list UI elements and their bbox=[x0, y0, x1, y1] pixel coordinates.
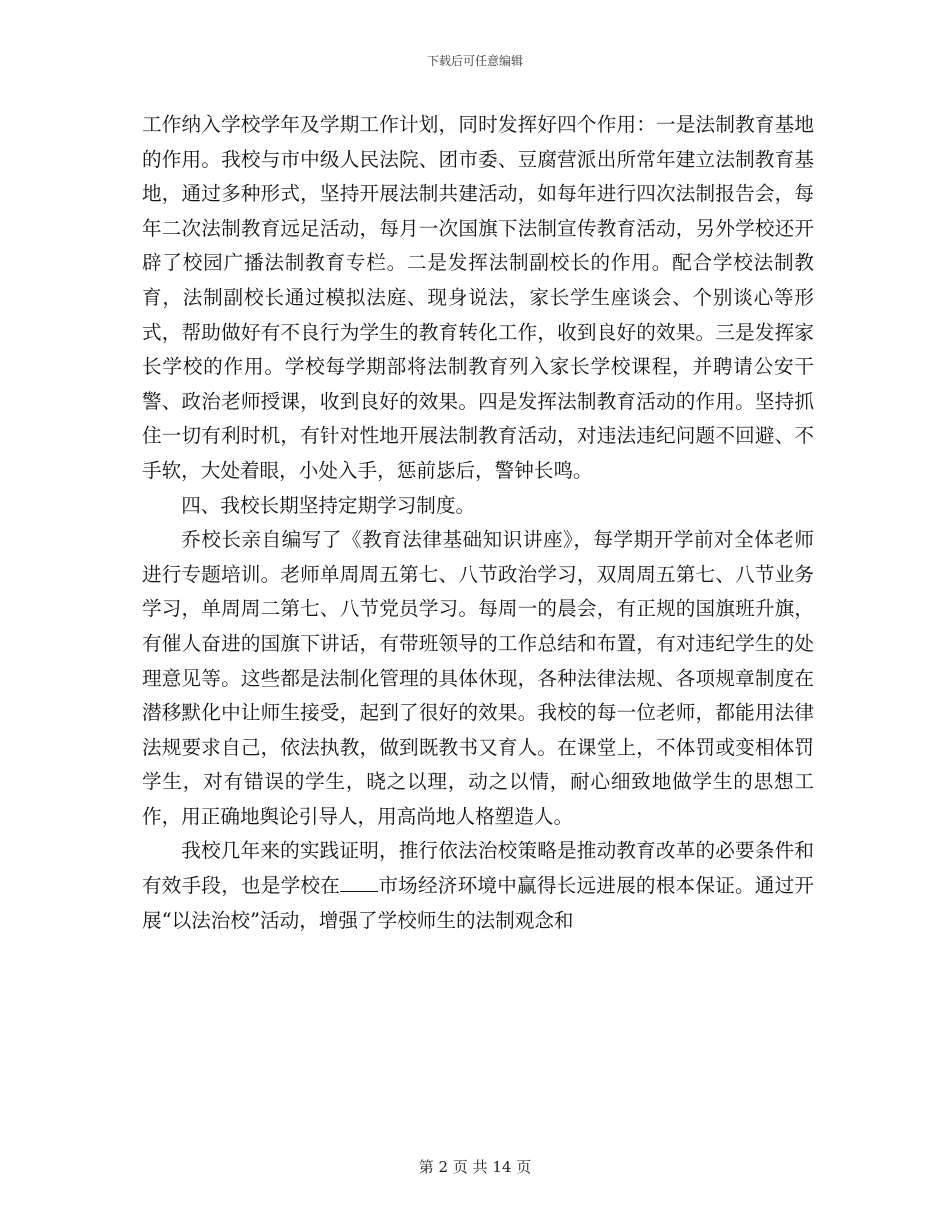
section-heading-study-system: 四、我校长期坚持定期学习制度。 bbox=[181, 493, 476, 517]
paragraph-conclusion-part-1: 我校几年来的实践证明，推行依法治校策略是推动教育改革的必要条件和有效手段，也是学校在 bbox=[142, 839, 814, 898]
fill-in-blank-line bbox=[340, 871, 378, 892]
paragraph-legal-education-roles: 工作纳入学校学年及学期工作计划，同时发挥好四个作用：一是法制教育基地的作用。我校与市中级人民法院、团市委、豆腐营派出所常年建立法制教育基地，通过多种形式，坚持开展法制共建活动，如每年进行四次法制报告会，每年二次法制教育远足活动，每月一次国旗下法制宣传教育活动，另外学校还开辟了校园广播法制教育专栏。二是发挥法制副校长的作用。配合学校法制教育，法制副校长通过模拟法庭、现身说法，家长学生座谈会、个别谈心等形式，帮助做好有不良行为学生的教育转化工作，收到良好的效果。三是发挥家长学校的作用。学校每学期部将法制教育列入家长学校课程，并聘请公安干警、政治老师授课，收到良好的效果。四是发挥法制教育活动的作用。坚持抓住一切有利时机，有针对性地开展法制教育活动，对违法违纪问题不回避、不手软，大处着眼，小处入手，惩前毖后，警钟长鸣。 bbox=[142, 113, 814, 482]
paragraph-conclusion-part-2: 市场经济环境中赢得长远进展的根本保证。通过开展“以法治校”活动，增强了学校师生的法制观念和 bbox=[142, 874, 814, 932]
paragraph-study-system: 乔校长亲自编写了《教育法律基础知识讲座》，每学期开学前对全体老师进行专题培训。老师单周周五第七、八节政治学习，双周周五第七、八节业务学习，单周周二第七、八节党员学习。每周一的晨会，有正规的国旗班升旗，有催人奋进的国旗下讲话，有带班领导的工作总结和布置，有对违纪学生的处理意见等。这些都是法制化管理的具体休现，各种法律法规、各项规章制度在潜移默化中让师生接受，起到了很好的效果。我校的每一位老师，都能用法律法规要求自己，依法执教，做到既教书又育人。在课堂上，不体罚或变相体罚学生，对有错误的学生，晓之以理，动之以情，耐心细致地做学生的思想工作，用正确地舆论引导人，用高尚地人格塑造人。 bbox=[142, 528, 814, 828]
document-body bbox=[142, 108, 814, 938]
page-header-note: 下载后可任意编辑 bbox=[426, 54, 523, 68]
page-number-footer: 第 2 页 共 14 页 bbox=[418, 1158, 532, 1176]
paragraph-conclusion bbox=[142, 834, 814, 938]
